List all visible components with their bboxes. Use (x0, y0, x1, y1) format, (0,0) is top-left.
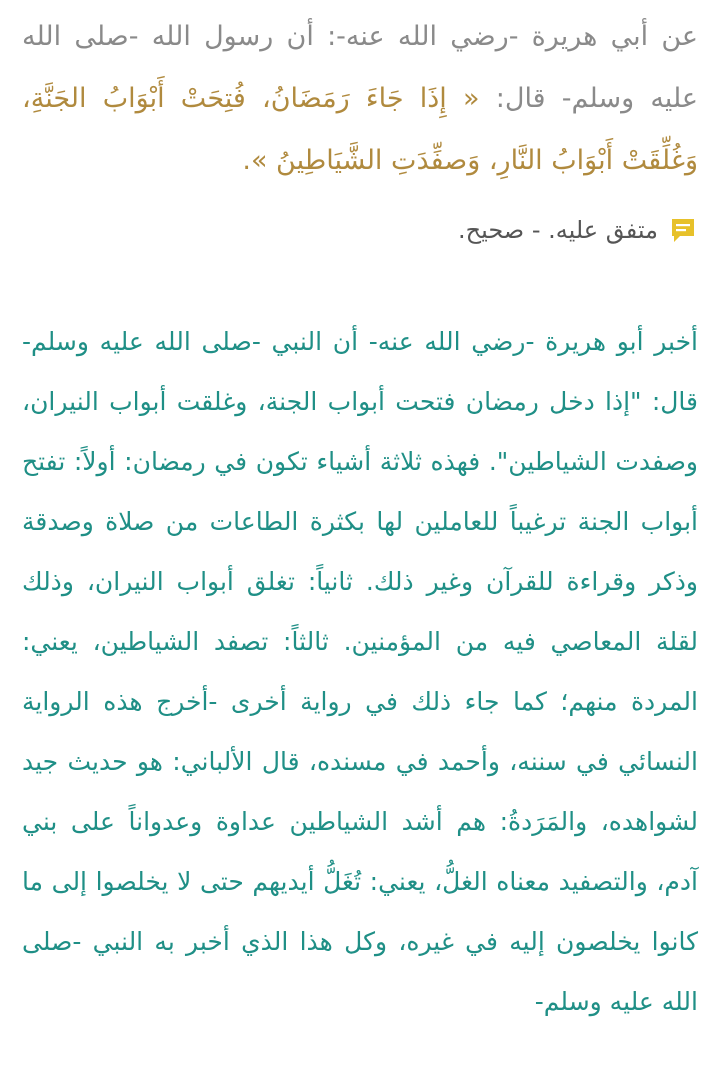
hadith-explanation: أخبر أبو هريرة -رضي الله عنه- أن النبي -صلى الله عليه وسلم- قال: "إذا دخل رمضان فتحت أبواب الجنة، وغلقت أبواب النيران، وصفدت الشياطين". فهذه ثلاثة أشياء تكون في رمضان: أولاً: تفتح أبواب الجنة ترغيباً للعاملين لها بكثرة الطاعات من صلاة وصدقة وذكر وقراءة للقرآن وغير ذلك. ثانياً: تغلق أبواب النيران، وذلك لقلة المعاصي فيه من المؤمنين. ثالثاً: تصفد الشياطين، يعني: المردة منهم؛ كما جاء ذلك في رواية أخرى -أخرج هذه الرواية النسائي في سننه، وأحمد في مسنده، قال الألباني: هو حديث جيد لشواهده، والمَرَدةُ: هم أشد الشياطين عداوة وعدواناً على بني آدم، والتصفيد معناه الغلُّ، يعني: تُغَلُّ أيديهم حتى لا يخلصوا إلى ما كانوا يخلصون إليه في غيره، وكل هذا الذي أخبر به النبي -صلى الله عليه وسلم- (22, 327, 698, 1016)
hadith-text (22, 6, 698, 192)
hadith-isnad: عن أبي هريرة -رضي الله عنه-: أن رسول الله -صلى الله عليه وسلم- قال: (22, 21, 698, 114)
grade-text: متفق عليه. - صحيح. (457, 216, 658, 244)
hadith-grade (22, 210, 698, 250)
comment-icon (668, 215, 698, 245)
hadith-matn: « إِذَا جَاءَ رَمَضَانُ، فُتِحَتْ أَبْوَابُ الجَنَّةِ، وَغُلِّقَتْ أَبْوَابُ النَّارِ، وَصفِّدَتِ الشَّيَاطِينُ ». (22, 83, 698, 176)
